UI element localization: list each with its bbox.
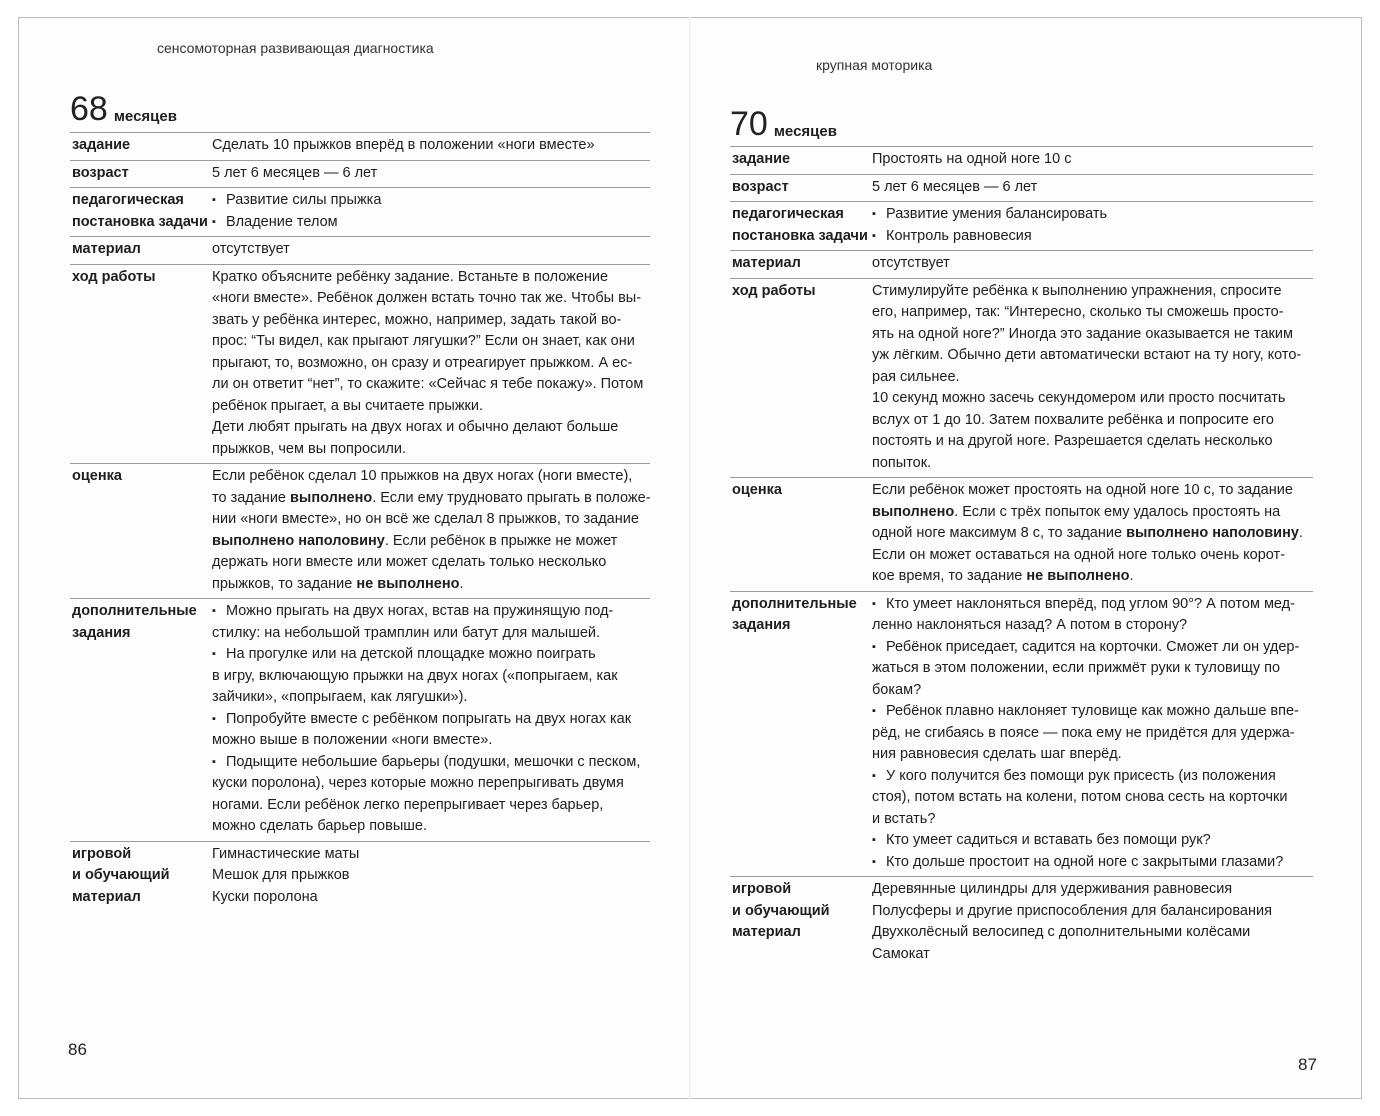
text-line: рёд, не сгибаясь в поясе — пока ему не придётся для удержа- [872,724,1295,741]
row-value [872,592,1313,877]
row-value: Сделать 10 прыжков вперёд в положении «ноги вместе» [212,137,595,153]
row-value: отсутствует [212,241,290,257]
text-line: куски поролона), через которые можно перепрыгивать двумя [212,775,624,791]
row-game [730,877,1313,968]
label-line: дополнительные [732,595,857,612]
right-page [730,55,1320,1085]
text-line: одной ноге максимум 8 с, то задание выполнено наполовину. [872,525,1303,541]
row-value: отсутствует [872,255,950,271]
text-line: в игру, включающую прыжки на двух ногах («попрыгаем, как [212,667,618,684]
row-label: задание [72,137,131,153]
text-line: Если ребёнок может простоять на одной ноге 10 с, то задание [872,482,1293,498]
label-line: игровой [72,845,132,862]
label-line: задания [732,617,791,633]
text-line: 10 секунд можно засечь секундомером или просто посчитать [872,390,1286,406]
label-line: игровой [732,881,792,897]
list-item: ▪ У кого получится без помощи рук присесть (из положения [872,766,1313,788]
row-label [730,592,872,877]
label-line: педагогическая [732,206,844,222]
row-evaluation [70,464,650,599]
text-line: его, например, так: “Интересно, сколько ты сможешь просто- [872,304,1284,320]
text-line: стилку: на небольшой трамплин или батут для малышей. [212,624,601,641]
text-line: зайчики», «попрыгаем, как лягушки»). [212,689,468,705]
list-line: Двухколёсный велосипед с дополнительными колёсами [872,924,1251,940]
row-label: задание [732,151,791,167]
row-value: 5 лет 6 месяцев — 6 лет [872,178,1038,195]
text-line: ния равновесия сделать шаг вперёд. [872,746,1122,762]
text-line: держать ноги вместе или может сделать только несколько [212,554,607,570]
label-line: материал [72,888,141,905]
row-label: ход работы [732,282,816,299]
row-task [70,133,650,161]
label-line: материал [732,924,801,940]
text-line: прос: “Ты видел, как прыгают лягушки?” Если он знает, как они [212,333,635,349]
list-line: Гимнастические маты [212,845,360,862]
row-label: оценка [732,482,782,498]
row-label [70,188,212,236]
row-label: возраст [732,178,789,195]
label-line: постановка задачи [72,213,208,230]
row-age [730,175,1313,203]
row-value: Простоять на одной ноге 10 с [872,151,1072,167]
list-line: Полусферы и другие приспособления для балансирования [872,902,1272,919]
text-line: ребёнок прыгает, а вы считаете прыжки. [212,397,484,414]
text-line: Если ребёнок сделал 10 прыжков на двух ногах (ноги вместе), [212,468,633,484]
row-label: оценка [72,468,122,484]
running-title: сенсомоторная развивающая диагностика [157,40,434,56]
row-goal [730,202,1313,251]
row-label [70,599,212,841]
label-line: и обучающий [732,902,830,919]
row-age [70,161,650,189]
row-procedure [730,279,1313,479]
list-item: ▪ Кто дольше простоит на одной ноге с закрытыми глазами? [872,852,1313,874]
list-line: Самокат [872,945,930,962]
text-line: «ноги вместе». Ребёнок должен встать точно так же. Чтобы вы- [212,290,642,306]
page-number: 86 [68,1040,87,1059]
text-line: кое время, то задание не выполнено. [872,568,1134,584]
text-line: можно выше в положении «ноги вместе». [212,732,493,748]
list-item: ▪ Можно прыгать на двух ногах, встав на пружинящую под- [212,601,650,623]
text-line: и встать? [872,810,936,827]
age-heading [730,107,837,141]
list-item: ▪ Развитие умения балансировать [872,204,1313,226]
row-material [70,237,650,265]
text-line: выполнено наполовину. Если ребёнок в прыжке не может [212,532,618,549]
text-line: ленно наклоняться назад? А потом в сторону? [872,617,1188,633]
row-label: материал [72,241,141,257]
age-number: 68 [70,90,108,128]
row-material [730,251,1313,279]
text-line: можно сделать барьер повыше. [212,818,427,834]
text-line: прыгают, то, возможно, он сразу и отреагирует прыжком. А ес- [212,354,633,371]
row-goal [70,188,650,237]
row-value [872,202,1313,250]
book-gutter [689,17,691,1099]
list-line: Мешок для прыжков [212,867,350,883]
row-label [730,202,872,250]
age-unit: месяцев [113,108,177,125]
row-value [212,464,651,598]
text-line: попыток. [872,454,932,471]
list-item: ▪ Ребёнок плавно наклоняет туловище как можно дальше впе- [872,701,1313,723]
text-line: звать у ребёнка интерес, можно, например, задать такой во- [212,311,622,328]
list-item: ▪ Попробуйте вместе с ребёнком попрыгать на двух ногах как [212,709,650,731]
row-label: ход работы [72,268,156,285]
row-value [212,188,650,236]
page-number: 87 [1298,1055,1317,1074]
label-line: постановка задачи [732,227,868,244]
text-line: Кратко объясните ребёнку задание. Встаньте в положение [212,268,609,285]
label-line: дополнительные [72,603,197,619]
row-procedure [70,265,650,465]
row-evaluation [730,478,1313,592]
age-heading [70,92,177,126]
row-label [730,877,872,968]
list-item: ▪ Контроль равновесия [872,226,1313,248]
text-line: ногами. Если ребёнок легко перепрыгивает через барьер, [212,796,604,813]
list-item: ▪ Развитие силы прыжка [212,190,650,212]
age-unit: месяцев [773,123,837,140]
row-game [70,842,650,912]
text-line: рая сильнее. [872,368,960,385]
text-line: ять на одной ноге?” Иногда это задание оказывается не таким [872,325,1293,342]
text-line: уж лёгким. Обычно дети автоматически встают на ту ногу, кото- [872,347,1302,363]
text-line: Стимулируйте ребёнка к выполнению упражнения, спросите [872,282,1282,299]
label-line: задания [72,624,131,641]
row-value: 5 лет 6 месяцев — 6 лет [212,164,378,181]
text-line: прыжков, то задание не выполнено. [212,575,464,592]
text-line: Дети любят прыгать на двух ногах и обычно делают больше [212,419,619,435]
list-item: ▪ На прогулке или на детской площадке можно поиграть [212,644,650,666]
row-value [872,478,1313,591]
list-item: ▪ Ребёнок приседает, садится на корточки. Сможет ли он удер- [872,637,1313,659]
text-line: жаться в этом положении, если прижмёт руки к туловищу по [872,660,1281,676]
row-value [212,842,650,912]
task-table [730,146,1313,968]
text-line: постоять и на другой ноге. Разрешается сделать несколько [872,433,1273,449]
text-line: ли он ответит “нет”, то скажите: «Сейчас я тебе покажу». Потом [212,376,644,392]
text-line: выполнено. Если с трёх попыток ему удалось простоять на [872,503,1281,520]
row-task [730,147,1313,175]
text-line: Если он может оставаться на одной ноге только очень корот- [872,546,1286,563]
task-table [70,132,650,911]
text-line: нии «ноги вместе», но он всё же сделал 8 прыжков, то задание [212,511,639,527]
row-extra [730,592,1313,878]
text-line: прыжков, чем вы попросили. [212,440,406,457]
text-line: стоя), потом встать на колени, потом снова сесть на корточки [872,789,1288,805]
list-line: Куски поролона [212,888,318,905]
list-item: ▪ Подыщите небольшие барьеры (подушки, мешочки с песком, [212,752,650,774]
text-line: бокам? [872,681,922,698]
left-page [70,40,660,1070]
row-value [872,279,1313,478]
age-number: 70 [730,105,768,143]
running-title: крупная моторика [816,57,933,73]
row-value [872,877,1313,968]
list-item: ▪ Владение телом [212,212,650,234]
list-line: Деревянные цилиндры для удерживания равновесия [872,881,1233,897]
row-value [212,599,650,841]
label-line: педагогическая [72,192,184,208]
text-line: вслух от 1 до 10. Затем похвалите ребёнка и попросите его [872,411,1274,428]
row-value [212,265,650,464]
label-line: и обучающий [72,867,170,883]
list-item: ▪ Кто умеет наклоняться вперёд, под углом 90°? А потом мед- [872,594,1313,616]
row-extra [70,599,650,842]
row-label: материал [732,255,801,271]
list-item: ▪ Кто умеет садиться и вставать без помощи рук? [872,830,1313,852]
row-label: возраст [72,164,129,181]
row-label [70,842,212,912]
text-line: то задание выполнено. Если ему трудновато прыгать в положе- [212,489,651,506]
